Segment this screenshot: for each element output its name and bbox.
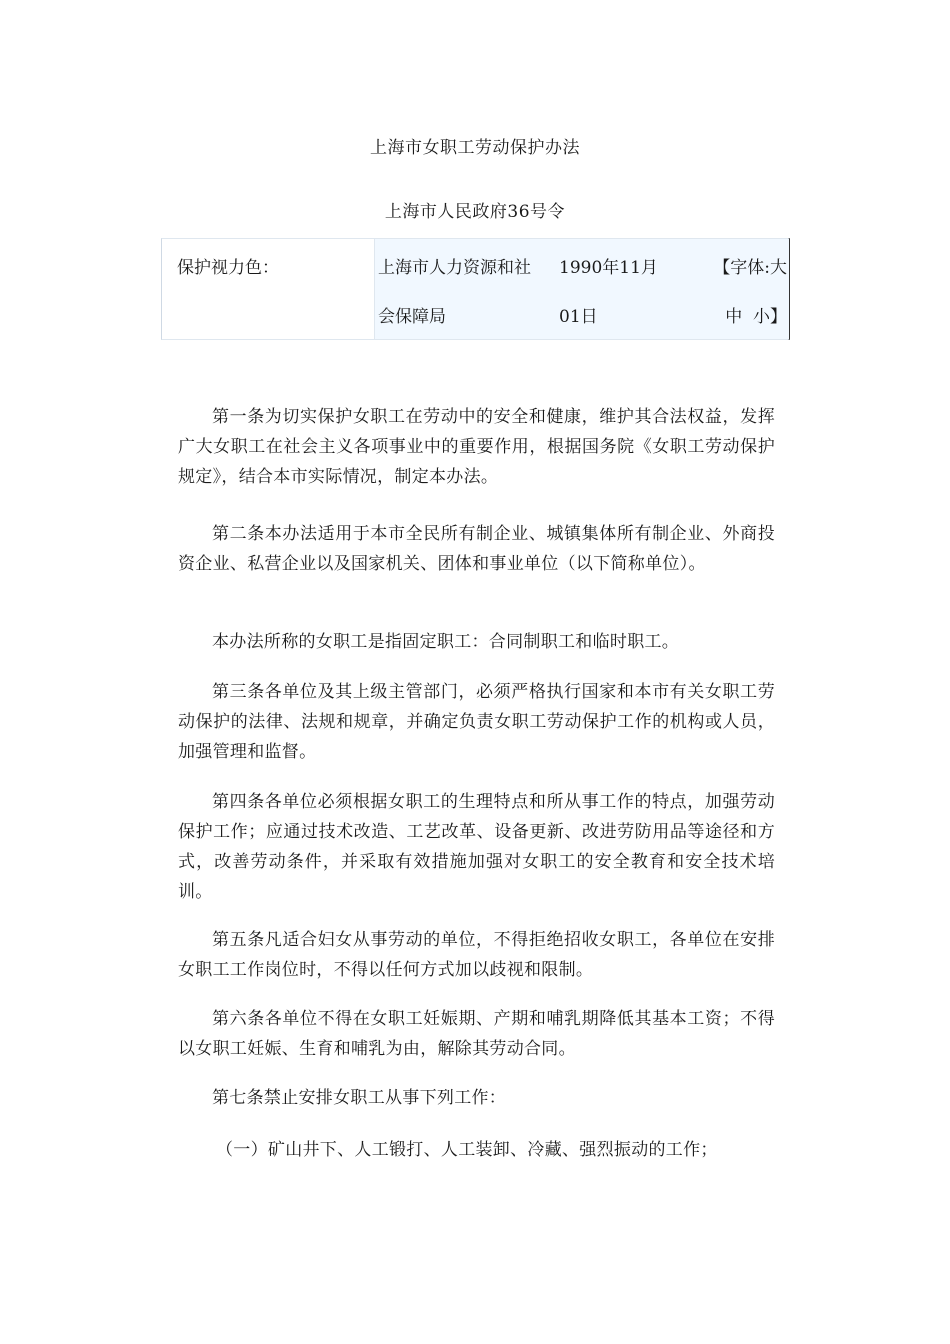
paragraph: 第二条本办法适用于本市全民所有制企业、城镇集体所有制企业、外商投资企业、私营企业以及国家机关、团体和事业单位（以下简称单位）。 (178, 524, 775, 574)
publisher-cell (375, 239, 554, 339)
paragraph: 第七条禁止安排女职工从事下列工作： (212, 1088, 507, 1108)
date-line-1: 1990年11月 (559, 258, 658, 278)
font-size-large-link[interactable]: 大 (770, 258, 787, 278)
paragraph: （一）矿山井下、人工锻打、人工装卸、冷藏、强烈振动的工作； (216, 1140, 718, 1160)
article-6 (178, 1004, 775, 1064)
article-7-item-1 (178, 1135, 775, 1165)
article-5 (178, 925, 775, 985)
paragraph: 第五条凡适合妇女从事劳动的单位，不得拒绝招收女职工，各单位在安排女职工工作岗位时，不得以任何方式加以歧视和限制。 (178, 930, 775, 980)
font-size-selector-line-2 (725, 302, 787, 327)
font-size-prefix: 【字体: (713, 258, 770, 278)
paragraph: 第三条各单位及其上级主管部门，必须严格执行国家和本市有关女职工劳动保护的法律、法规和规章，并确定负责女职工劳动保护工作的机构或人员，加强管理和监督。 (178, 682, 775, 762)
date-cell (554, 239, 684, 339)
article-2 (178, 519, 775, 579)
paragraph: 第一条为切实保护女职工在劳动中的安全和健康，维护其合法权益，发挥广大女职工在社会主义各项事业中的重要作用，根据国务院《女职工劳动保护规定》，结合本市实际情况，制定本办法。 (178, 407, 775, 487)
article-3 (178, 677, 775, 767)
font-size-small-link[interactable]: 小 (753, 307, 770, 327)
eye-care-color-label: 保护视力色： (177, 258, 279, 278)
document-order-number: 上海市人民政府36号令 (384, 202, 566, 222)
document-title: 上海市女职工劳动保护办法 (370, 138, 580, 158)
font-size-cell (684, 239, 789, 339)
font-size-selector-line-1 (713, 253, 787, 278)
article-4 (178, 787, 775, 907)
date-line-2: 01日 (559, 307, 598, 327)
publisher-line-1: 上海市人力资源和社 (378, 258, 531, 278)
article-2-definition (178, 627, 775, 657)
font-size-suffix: 】 (770, 307, 787, 327)
paragraph: 本办法所称的女职工是指固定职工：合同制职工和临时职工。 (212, 632, 680, 652)
article-7 (178, 1083, 775, 1113)
publisher-line-2: 会保障局 (378, 307, 446, 327)
paragraph: 第四条各单位必须根据女职工的生理特点和所从事工作的特点，加强劳动保护工作；应通过技术改造、工艺改革、设备更新、改进劳防用品等途径和方式，改善劳动条件，并采取有效措施加强对女职工的安全教育和安全技术培训。 (178, 792, 775, 902)
font-size-medium-link[interactable]: 中 (725, 307, 743, 327)
article-1 (178, 402, 775, 492)
info-bar (161, 238, 790, 340)
eye-care-color-cell (162, 239, 375, 339)
paragraph: 第六条各单位不得在女职工妊娠期、产期和哺乳期降低其基本工资；不得以女职工妊娠、生育和哺乳为由，解除其劳动合同。 (178, 1009, 775, 1059)
